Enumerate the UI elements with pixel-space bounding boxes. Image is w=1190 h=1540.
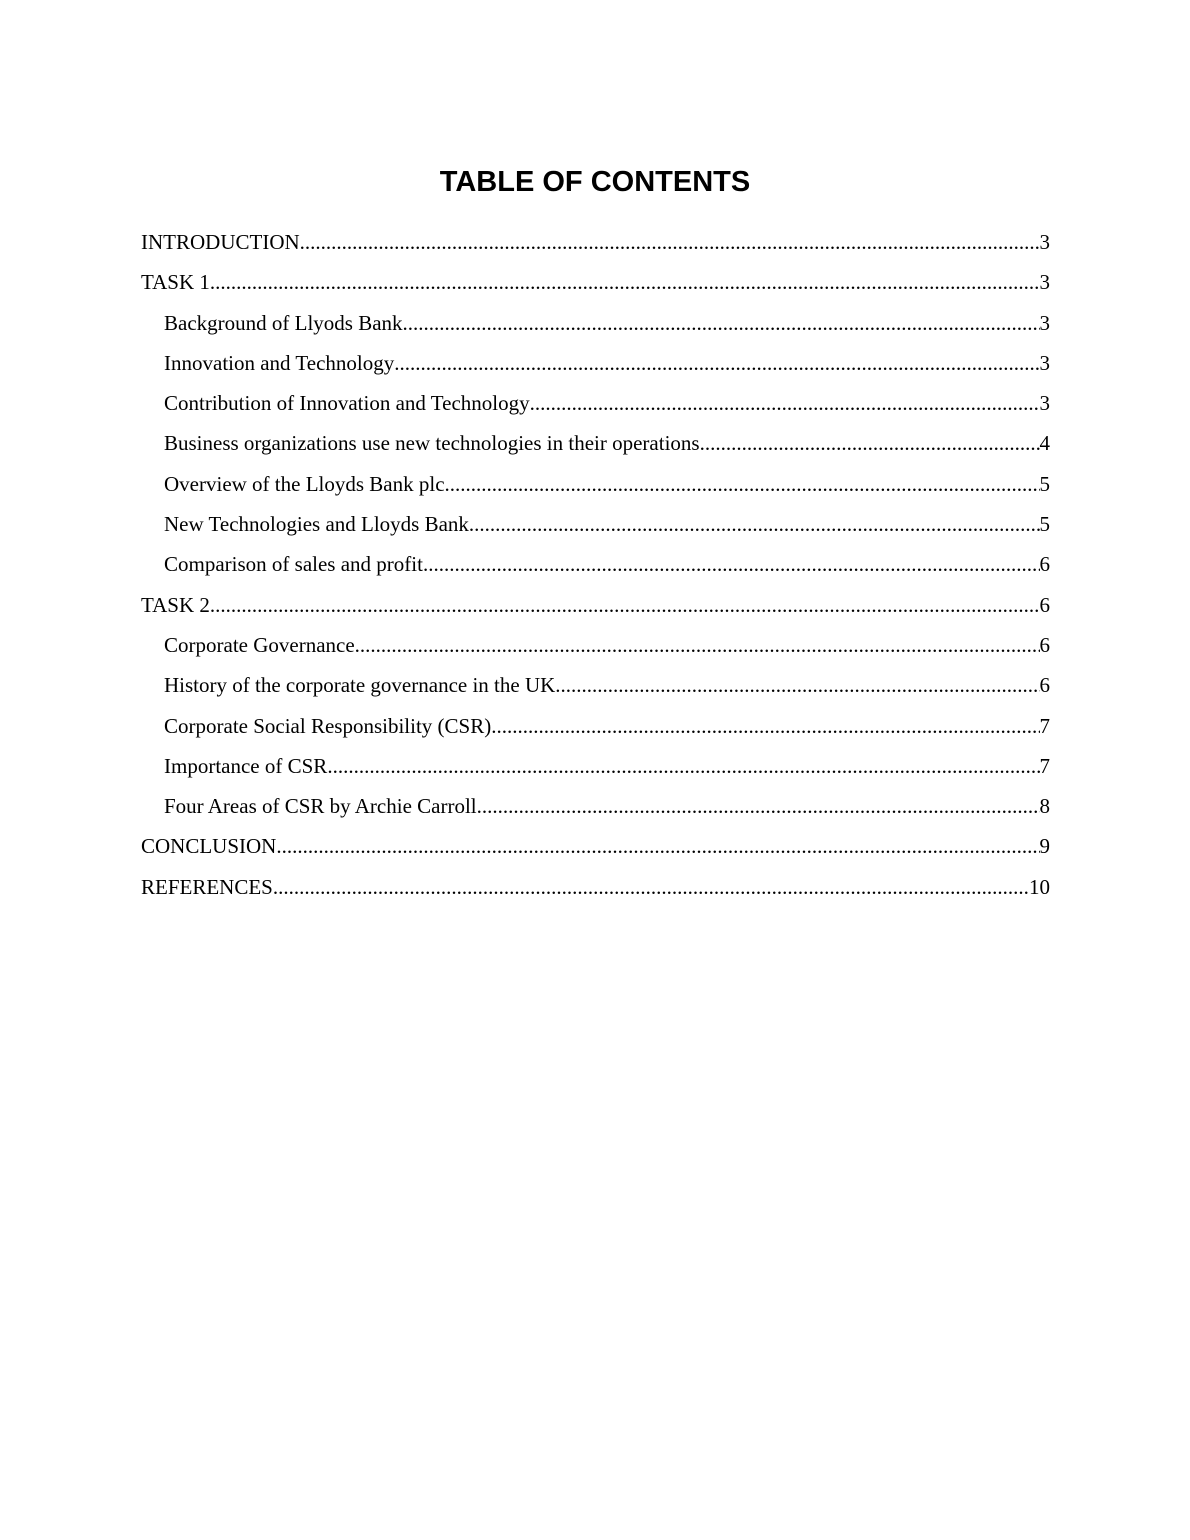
toc-entry[interactable] <box>141 867 1050 907</box>
toc-page-number: 3 <box>1039 310 1050 335</box>
toc-entry[interactable] <box>141 746 1050 786</box>
toc-dot-leader <box>555 665 1039 705</box>
toc-entry[interactable] <box>141 504 1050 544</box>
toc-dot-leader <box>210 585 1040 625</box>
toc-page-number: 3 <box>1039 270 1050 295</box>
toc-page-number: 10 <box>1029 874 1050 899</box>
toc-entry[interactable] <box>141 262 1050 302</box>
toc-page-number: 7 <box>1039 713 1050 738</box>
toc-entry-text: History of the corporate governance in the UK <box>164 673 556 698</box>
toc-entry[interactable] <box>141 343 1050 383</box>
toc-page-number: 6 <box>1039 552 1050 577</box>
toc-entry-text: TASK 2 <box>141 592 210 617</box>
toc-page-number: 5 <box>1039 471 1050 496</box>
toc-title: TABLE OF CONTENTS <box>439 166 751 198</box>
toc-entry[interactable] <box>141 585 1050 625</box>
toc-page-number: 3 <box>1039 230 1050 254</box>
toc-entry-text: Business organizations use new technologies in their operations <box>164 431 700 456</box>
toc-entry-text: Innovation and Technology <box>164 350 395 375</box>
toc-page-number: 8 <box>1039 794 1050 819</box>
toc-dot-leader <box>423 544 1040 584</box>
table-of-contents <box>141 222 1050 907</box>
toc-entry-text: Importance of CSR <box>164 753 328 778</box>
toc-entry-text: Corporate Governance <box>164 632 355 657</box>
toc-entry-text: Overview of the Lloyds Bank plc <box>164 471 445 496</box>
toc-entry[interactable] <box>141 423 1050 463</box>
toc-entry-text: REFERENCES <box>141 874 273 899</box>
toc-entry-text: New Technologies and Lloyds Bank <box>164 512 469 537</box>
toc-page-number: 7 <box>1039 753 1050 778</box>
toc-dot-leader <box>327 746 1039 786</box>
toc-entry[interactable] <box>141 222 1050 262</box>
toc-page-number: 3 <box>1039 391 1050 416</box>
toc-entry[interactable] <box>141 826 1050 866</box>
toc-dot-leader <box>530 383 1040 423</box>
toc-entry-text: CONCLUSION <box>141 834 277 859</box>
toc-entry-text: INTRODUCTION <box>141 230 300 254</box>
toc-entry[interactable] <box>141 706 1050 746</box>
toc-entry[interactable] <box>141 544 1050 584</box>
toc-entry[interactable] <box>141 303 1050 343</box>
toc-dot-leader <box>477 786 1040 826</box>
toc-page-number: 3 <box>1039 350 1050 375</box>
toc-entry-text: Contribution of Innovation and Technology <box>164 391 530 416</box>
toc-dot-leader <box>300 222 1040 262</box>
toc-page-number: 4 <box>1039 431 1050 456</box>
toc-entry[interactable] <box>141 786 1050 826</box>
toc-page-number: 6 <box>1039 632 1050 657</box>
toc-dot-leader <box>210 262 1040 302</box>
toc-dot-leader <box>403 303 1040 343</box>
toc-page-number: 6 <box>1039 673 1050 698</box>
toc-dot-leader <box>491 706 1039 746</box>
toc-entry-text: Background of Llyods Bank <box>164 310 403 335</box>
toc-page-number: 6 <box>1039 592 1050 617</box>
toc-entry-text: Four Areas of CSR by Archie Carroll <box>164 794 477 819</box>
toc-entry[interactable] <box>141 625 1050 665</box>
toc-entry[interactable] <box>141 464 1050 504</box>
toc-dot-leader <box>355 625 1040 665</box>
toc-dot-leader <box>700 423 1040 463</box>
toc-entry[interactable] <box>141 383 1050 423</box>
toc-dot-leader <box>445 464 1040 504</box>
toc-dot-leader <box>469 504 1040 544</box>
toc-entry[interactable] <box>141 665 1050 705</box>
toc-page-number: 5 <box>1039 512 1050 537</box>
toc-page-number: 9 <box>1039 834 1050 859</box>
toc-entry-text: TASK 1 <box>141 270 210 295</box>
toc-entry-text: Comparison of sales and profit <box>164 552 423 577</box>
toc-dot-leader <box>273 867 1029 907</box>
toc-dot-leader <box>276 826 1039 866</box>
toc-dot-leader <box>394 343 1039 383</box>
toc-entry-text: Corporate Social Responsibility (CSR) <box>164 713 492 738</box>
